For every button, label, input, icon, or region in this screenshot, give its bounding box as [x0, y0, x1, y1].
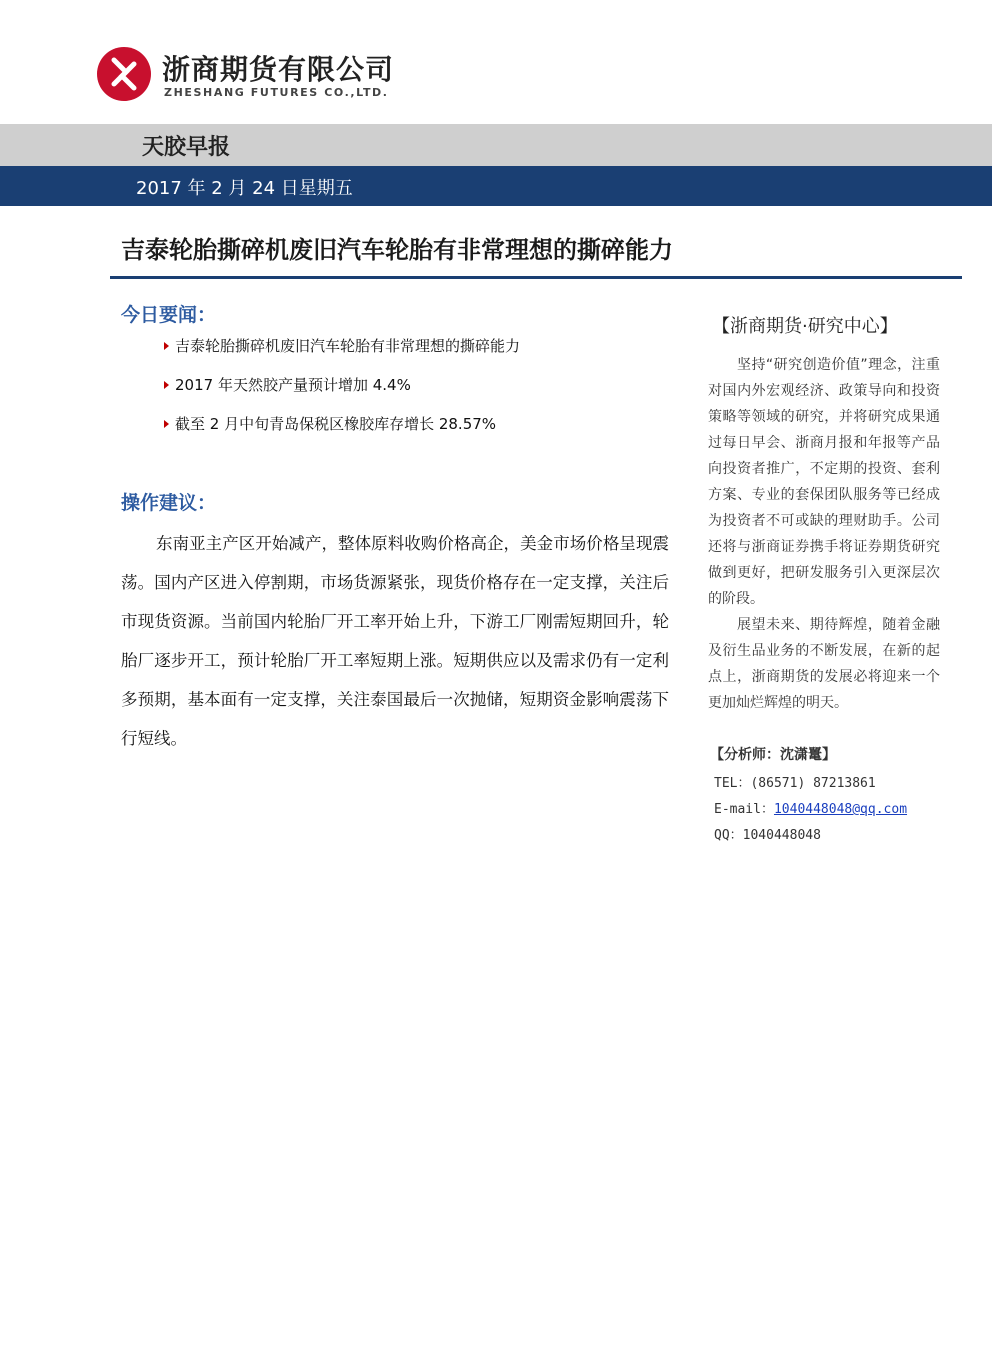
email-label: E-mail：	[714, 802, 774, 817]
news-item	[164, 413, 496, 434]
headline-divider	[110, 276, 962, 279]
sidebar-outlook: 展望未来、期待辉煌，随着金融及衍生品业务的不断发展，在新的起点上，浙商期货的发展必将迎来一个更加灿烂辉煌的明天。	[708, 617, 940, 711]
email-link[interactable]: 1040448048@qq.com	[773, 802, 908, 817]
bullet-icon	[164, 342, 169, 350]
tel-value: (86571) 87213861	[750, 776, 876, 791]
report-date: 2017 年 2 月 24 日星期五	[136, 178, 353, 199]
sidebar-heading: 【浙商期货·研究中心】	[712, 316, 898, 337]
contact-qq	[714, 824, 821, 843]
contact-email	[714, 798, 907, 817]
analyst-heading: 【分析师：沈潇鼍】	[710, 747, 836, 763]
bullet-icon	[164, 420, 169, 428]
news-item	[164, 374, 411, 395]
news-item-text: 截至 2 月中旬青岛保税区橡胶库存增长 28.57%	[175, 415, 497, 433]
company-name-en: ZHESHANG FUTURES CO.,LTD.	[164, 86, 389, 99]
qq-label: QQ：	[714, 828, 743, 843]
sidebar-intro: 坚持“研究创造价值”理念，注重对国内外宏观经济、政策导向和投资策略等领域的研究，并将研究成果通过每日早会、浙商月报和年报等产品向投资者推广，不定期的投资、套利方案、专业的套保团队服务等已经成为投资者不可或缺的理财助手。公司还将与浙商证券携手将证券期货研究做到更好，把研发服务引入更深层次的阶段。	[708, 357, 940, 607]
tel-label: TEL：	[714, 776, 751, 791]
company-name-cn: 浙商期货有限公司	[162, 53, 395, 86]
news-item-text: 吉泰轮胎撕碎机废旧汽车轮胎有非常理想的撕碎能力	[175, 337, 521, 355]
advice-body: 东南亚主产区开始减产，整体原料收购价格高企，美金市场价格呈现震荡。国内产区进入停割期，市场货源紧张，现货价格存在一定支撑，关注后市现货资源。当前国内轮胎厂开工率开始上升，下游工厂刚需短期回升，轮胎厂逐步开工，预计轮胎厂开工率短期上涨。短期供应以及需求仍有一定利多预期，基本面有一定支撑，关注泰国最后一次抛储，短期资金影响震荡下行短线。	[121, 534, 669, 748]
news-item	[164, 335, 520, 356]
company-logo	[96, 46, 152, 102]
qq-value: 1040448048	[742, 828, 821, 843]
report-title: 天胶早报	[142, 135, 231, 160]
news-item-text: 2017 年天然胶产量预计增加 4.4%	[175, 376, 411, 394]
news-heading: 今日要闻：	[121, 304, 217, 326]
advice-heading: 操作建议：	[121, 492, 217, 514]
contact-tel	[714, 772, 876, 791]
headline: 吉泰轮胎撕碎机废旧汽车轮胎有非常理想的撕碎能力	[121, 236, 673, 264]
bullet-icon	[164, 381, 169, 389]
